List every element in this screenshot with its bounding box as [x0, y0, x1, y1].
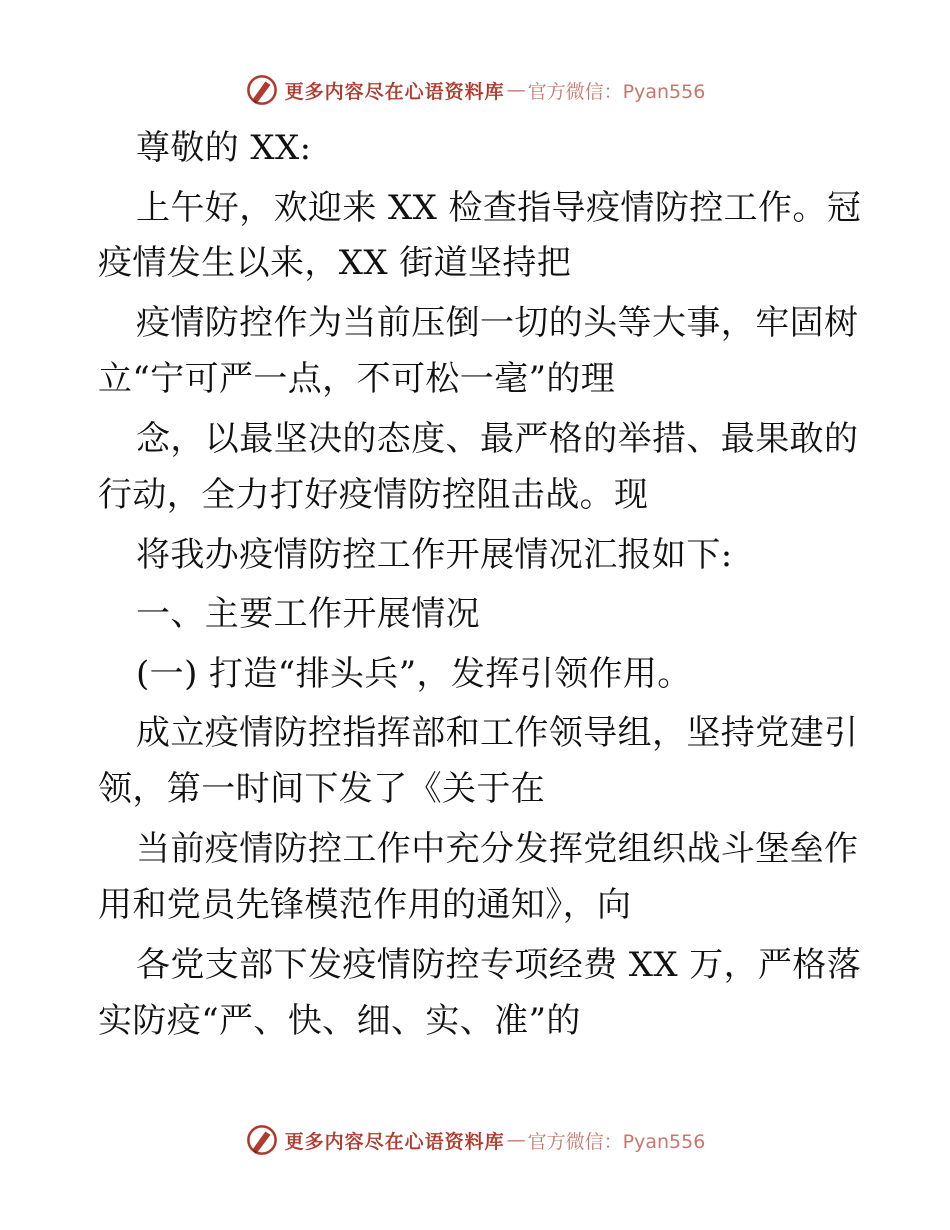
watermark-sub-text: 官方微信：Pyan556 — [527, 80, 706, 103]
paragraph-line: 念，以最坚决的态度、最严格的举措、最果敢的 — [136, 419, 859, 459]
watermark-footer — [0, 1120, 950, 1160]
paragraph-line: 行动，全力打好疫情防控阻击战。现 — [98, 475, 649, 515]
watermark-dash: — — [506, 79, 526, 101]
subsection-heading: (一) 打造“排头兵”，发挥引领作用。 — [136, 654, 692, 694]
watermark-header — [0, 70, 950, 110]
paragraph-line: 各党支部下发疫情防控专项经费 XX 万，严格落 — [136, 945, 862, 985]
paragraph-line: 将我办疫情防控工作开展情况汇报如下: — [136, 535, 733, 575]
paragraph-line: 上午好，欢迎来 XX 检查指导疫情防控工作。冠 — [136, 188, 862, 228]
paragraph-line: 领，第一时间下发了《关于在 — [98, 769, 546, 809]
paragraph-line: 当前疫情防控工作中充分发挥党组织战斗堡垒作 — [136, 829, 859, 869]
paragraph-line: 立“宁可严一点，不可松一毫”的理 — [98, 359, 616, 399]
salutation: 尊敬的 XX: — [136, 128, 312, 168]
pen-logo-icon — [245, 73, 279, 107]
paragraph-line: 疫情防控作为当前压倒一切的头等大事，牢固树 — [136, 303, 859, 343]
watermark-main-text: 更多内容尽在心语资料库 — [284, 80, 505, 103]
paragraph-line: 实防疫“严、快、细、实、准”的 — [98, 1001, 581, 1041]
paragraph-line: 成立疫情防控指挥部和工作领导组，坚持党建引 — [136, 713, 859, 753]
watermark-sub-text: 官方微信：Pyan556 — [527, 1130, 706, 1153]
watermark-dash: — — [506, 1129, 526, 1151]
paragraph-line: 用和党员先锋模范作用的通知》，向 — [98, 885, 632, 925]
paragraph-line: 疫情发生以来，XX 街道坚持把 — [98, 243, 572, 283]
pen-logo-icon — [245, 1123, 279, 1157]
section-heading: 一、主要工作开展情况 — [136, 594, 480, 634]
watermark-main-text: 更多内容尽在心语资料库 — [284, 1130, 505, 1153]
